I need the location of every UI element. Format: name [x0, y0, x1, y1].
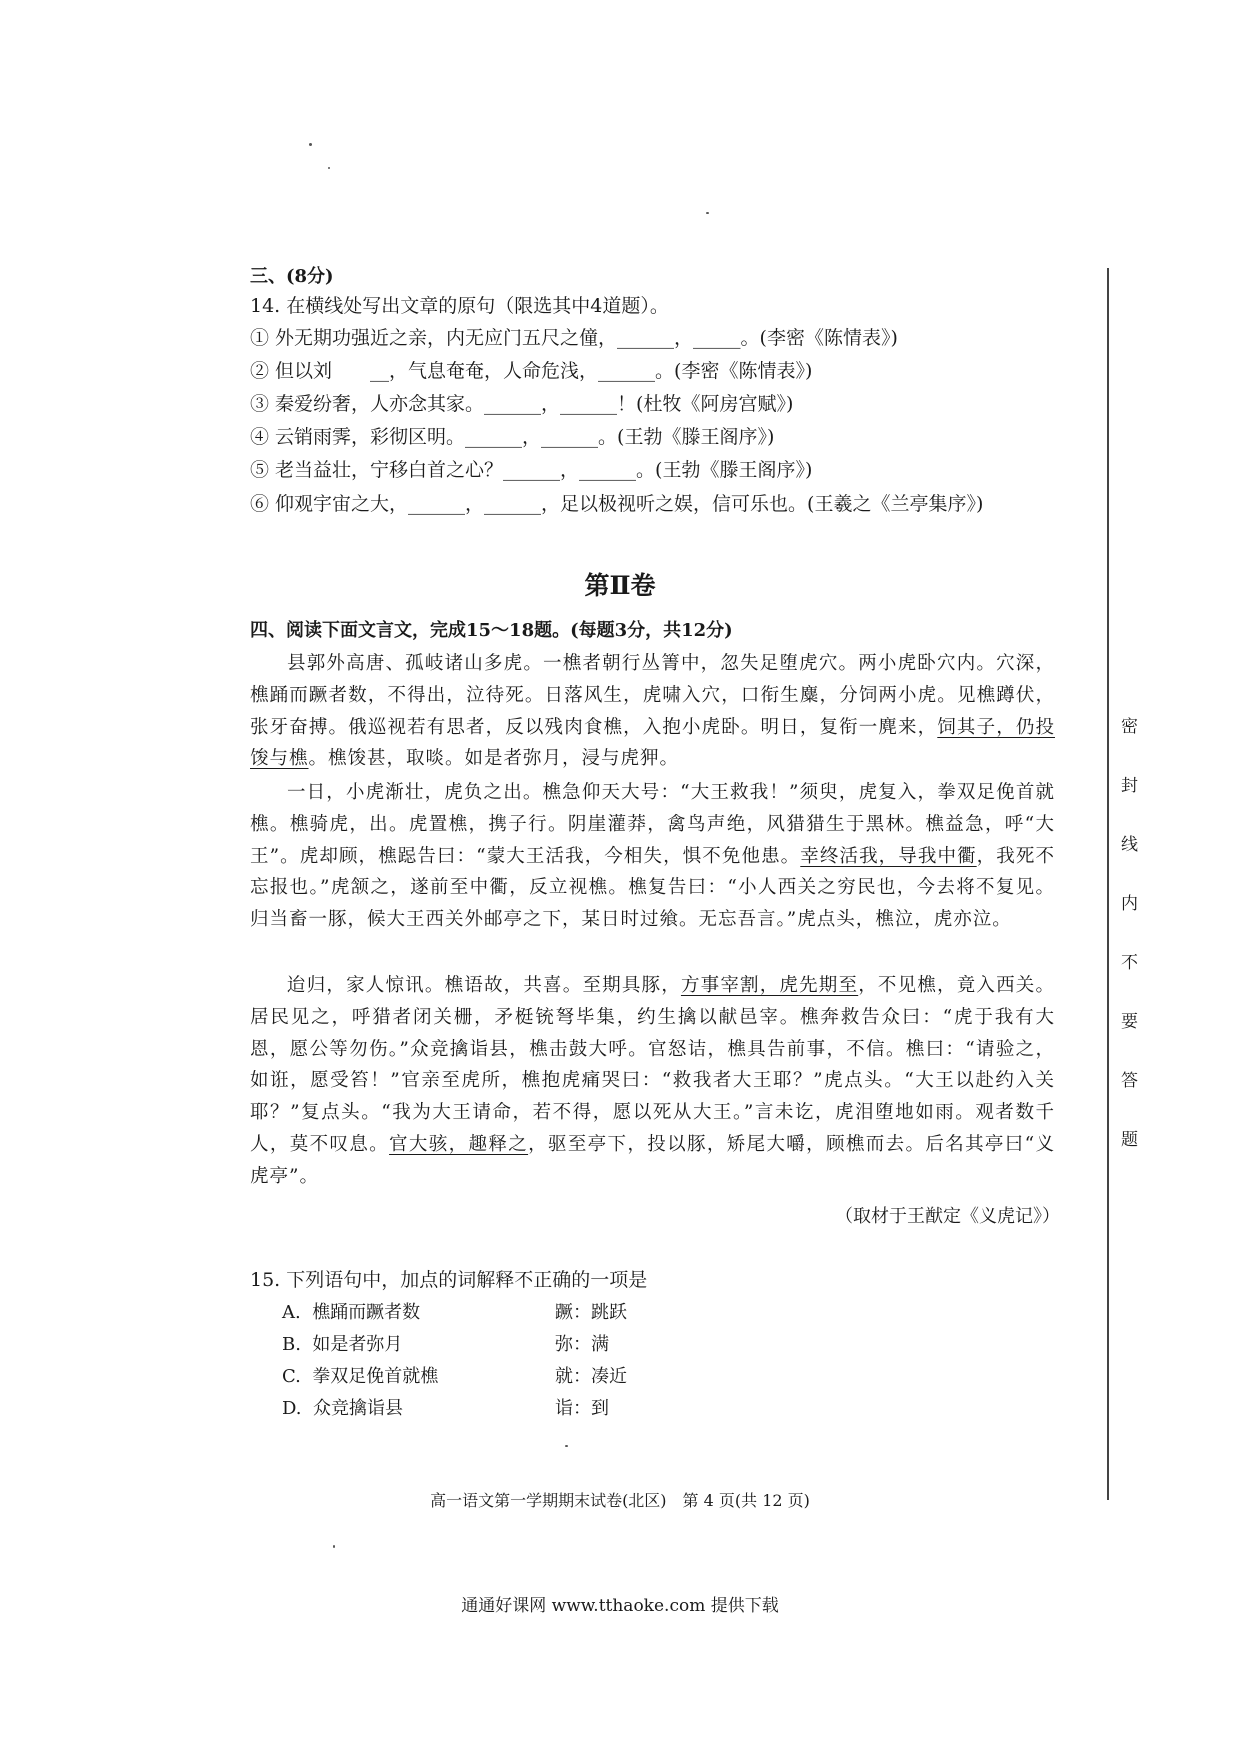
margin-char: 密 — [1121, 717, 1138, 737]
margin-char: 线 — [1121, 835, 1138, 855]
question-14: 14. 在横线处写出文章的原句（限选其中4道题）。 — [250, 295, 669, 317]
p3-text-a: 迨归，家人惊讯。樵语故，共喜。至期具豚， — [287, 975, 681, 996]
download-credit: 通通好课网 www.tthaoke.com 提供下载 — [461, 1596, 779, 1616]
passage-paragraph-2 — [250, 777, 1055, 936]
q15-option-a-explanation: 蹶：跳跃 — [555, 1302, 627, 1323]
page-footer: 高一语文第一学期期末试卷(北区) 第 4 页(共 12 页) — [430, 1491, 810, 1510]
q14-item-2: ② 但以刘 __，气息奄奄，人命危浅，______。(李密《陈情表》) — [250, 360, 813, 382]
q15-option-b — [282, 1330, 402, 1356]
margin-char: 答 — [1121, 1071, 1138, 1091]
option-text: 如是者弥月 — [312, 1334, 403, 1355]
section-3-heading: 三、(8分) — [250, 266, 334, 287]
part-2-title: 第Ⅱ卷 — [584, 571, 656, 600]
option-text: 拳双足俛首就樵 — [312, 1366, 439, 1387]
p1-text-a: 县郭外高唐、孤岐诸山多虎。一樵者朝行丛箐中，忽失足堕虎穴。两小虎卧穴内。穴深，樵踊而蹶者数，不得出，泣待死。日落风生，虎啸入穴，口衔生麋，分饲两小虎。见樵蹲伏，张牙奋搏。俄巡视若有思者，反以残肉食樵，入抱小虎卧。明日，复衔一麂来， — [250, 653, 1055, 738]
p1-text-b: 。樵馂甚，取啖。如是者弥月，浸与虎狎。 — [308, 748, 680, 770]
q14-item-1: ① 外无期功强近之亲，内无应门五尺之僮，______，_____。(李密《陈情表》) — [250, 327, 898, 349]
q15-option-c-explanation: 就：凑近 — [555, 1366, 627, 1387]
option-text: 众竞擒诣县 — [312, 1398, 403, 1419]
p1-underlined-1: 饲其子，仍投馂与樵 — [250, 716, 1055, 770]
option-text: 樵踊而蹶者数 — [312, 1302, 421, 1323]
scan-speck — [328, 167, 330, 169]
p3-underlined-1: 方事宰割，虎先期至 — [680, 975, 859, 996]
section-4-heading: 四、阅读下面文言文，完成15～18题。(每题3分，共12分) — [250, 620, 733, 641]
p3-text-c: ，驱至亭下，投以豚，矫尾大嚼，顾樵而去。后名其亭曰“义虎亭”。 — [250, 1133, 1055, 1187]
option-letter: B. — [282, 1334, 301, 1355]
question-15: 15. 下列语句中，加点的词解释不正确的一项是 — [250, 1269, 648, 1291]
margin-char: 要 — [1121, 1012, 1138, 1032]
p2-underlined-1: 幸终活我，导我中衢 — [800, 845, 977, 867]
passage-paragraph-3 — [250, 970, 1055, 1193]
margin-char: 不 — [1121, 953, 1138, 973]
margin-char: 内 — [1121, 894, 1138, 914]
q14-item-4: ④ 云销雨霁，彩彻区明。______，______。(王勃《滕王阁序》) — [250, 426, 775, 448]
q15-option-d-explanation: 诣：到 — [555, 1398, 609, 1419]
p2-text-b: ，我死不忘报也。”虎颔之，遂前至中衢，反立视樵。樵复告曰：“小人西关之穷民也，今去将不复见。归当畜一豚，候大王西关外邮亭之下，某日时过飨。无忘吾言。”虎点头，樵泣，虎亦泣。 — [250, 845, 1055, 931]
option-letter: D. — [282, 1398, 302, 1419]
passage-paragraph-1 — [250, 648, 1055, 775]
q15-option-a — [282, 1298, 420, 1324]
scan-speck — [706, 212, 709, 214]
option-letter: A. — [282, 1302, 301, 1323]
scan-speck — [565, 1445, 568, 1447]
q14-item-5: ⑤ 老当益壮，宁移白首之心？______，______。(王勃《滕王阁序》) — [250, 459, 813, 481]
p2-text-a: 一日，小虎渐壮，虎负之出。樵急仰天大号：“大王救我！”须臾，虎复入，拳双足俛首就樵。樵骑虎，出。虎置樵，携子行。阴崖灌莽，禽鸟声绝，风猎猎生于黑林。樵益急，呼“大王”。虎却顾，樵跽告曰：“蒙大王活我，今相失，惧不免他患。 — [250, 782, 1055, 867]
scan-speck — [333, 1545, 335, 1548]
margin-char: 封 — [1121, 776, 1138, 796]
p3-text-b: ，不见樵，竟入西关。居民见之，呼猎者闭关栅，矛梃铳弩毕集，约生擒以献邑宰。樵奔救告众曰：“虎于我有大恩，愿公等勿伤。”众竞擒诣县，樵击鼓大呼。官怒诘，樵具告前事，不信。樵曰：“请验之，如诳，愿受笞！”官亲至虎所，樵抱虎痛哭曰：“救我者大王耶？”虎点头。“大王以赴约入关耶？”复点头。“我为大王请命，若不得，愿以死从大王。”言未讫，虎泪堕地如雨。观者数千人，莫不叹息。 — [250, 975, 1055, 1155]
q14-item-6: ⑥ 仰观宇宙之大，______，______，足以极视听之娱，信可乐也。(王羲之《兰亭集序》) — [250, 493, 984, 515]
margin-char: 题 — [1121, 1130, 1138, 1150]
option-letter: C. — [282, 1366, 301, 1387]
q15-option-b-explanation: 弥：满 — [555, 1334, 609, 1355]
q14-item-3: ③ 秦爱纷奢，人亦念其家。______，______！(杜牧《阿房宫赋》) — [250, 393, 794, 415]
passage-source: （取材于王猷定《义虎记》） — [835, 1206, 1060, 1227]
q15-option-d — [282, 1394, 403, 1420]
q15-option-c — [282, 1362, 438, 1388]
seal-line-divider — [1107, 268, 1109, 1500]
p3-underlined-2: 官大骇，趣释之 — [389, 1133, 529, 1155]
scan-speck — [309, 143, 312, 146]
